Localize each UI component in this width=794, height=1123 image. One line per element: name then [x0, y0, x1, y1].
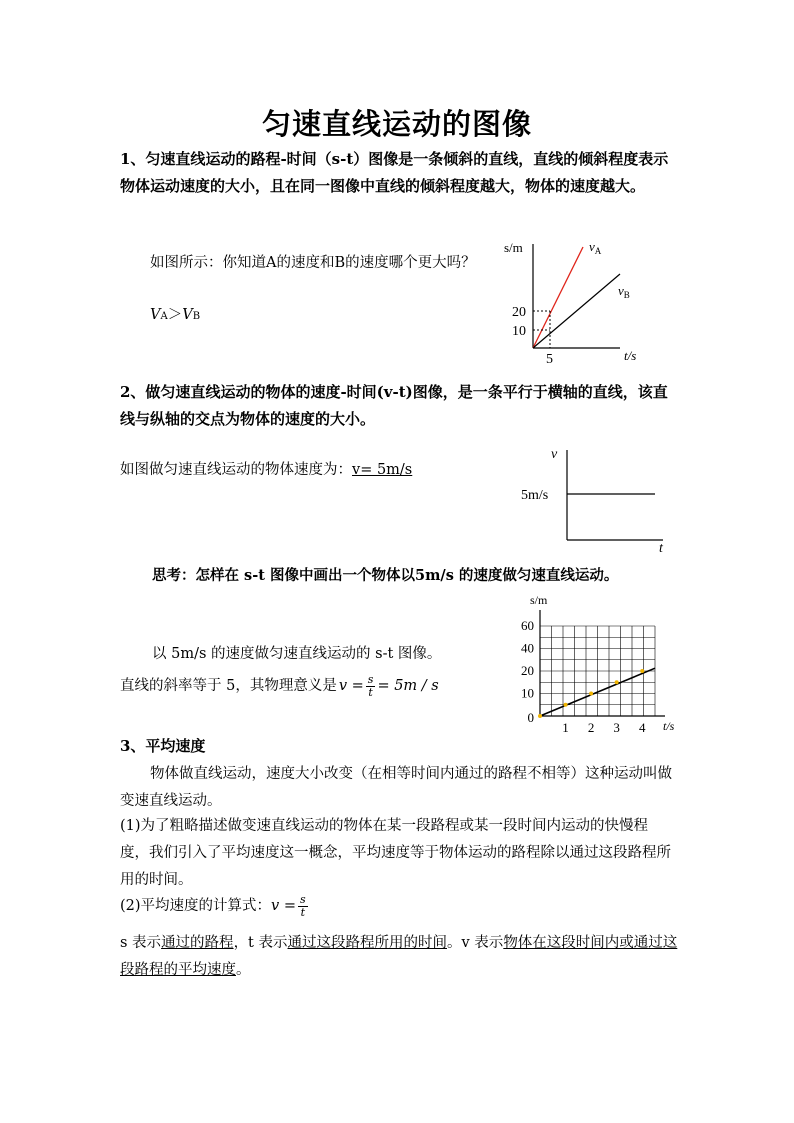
formula-prefix: (2)平均速度的计算式：	[120, 898, 272, 914]
formula-v: v =	[271, 898, 296, 914]
section-1-heading: 1、匀速直线运动的路程-时间（s-t）图像是一条倾斜的直线，直线的倾斜程度表示物体运动速度的大小，且在同一图像中直线的倾斜程度越大，物体的速度越大。	[120, 150, 669, 195]
section-3-p4	[120, 930, 680, 984]
section-3-p1: 物体做直线运动，速度大小改变（在相等时间内通过的路程不相等）这种运动叫做变速直线运动。	[120, 766, 672, 809]
y-tick-label: 20	[521, 663, 534, 678]
formula-fraction	[298, 894, 308, 919]
slope-prefix: 直线的斜率等于 5，其物理意义是	[120, 678, 337, 694]
data-point	[564, 703, 568, 707]
p4-g: 。	[236, 962, 251, 978]
p4-e: 。v 表示	[447, 935, 504, 951]
page-title: 匀速直线运动的图像	[261, 107, 532, 141]
x-tick-label: 4	[638, 720, 646, 735]
label-vb: $v_B$	[618, 283, 630, 300]
slope-fraction	[366, 674, 376, 699]
section-3-p3	[120, 893, 310, 920]
st-desc: 以 5m/s 的速度做匀速直线运动的 s-t 图像。	[152, 646, 442, 662]
formula-numerator: s	[300, 893, 306, 906]
value-label: 5m/s	[521, 488, 549, 503]
tick-10: 10	[512, 324, 526, 339]
section-2-velocity-text	[120, 457, 412, 484]
y-tick-label: 0	[527, 710, 534, 725]
data-point	[640, 669, 644, 673]
line-va	[533, 247, 583, 348]
x-tick-label: 2	[587, 720, 595, 735]
slope-denominator: t	[368, 686, 373, 699]
label-va: $v_A$	[589, 239, 602, 256]
velocity-prefix: 如图做匀速直线运动的物体速度为：	[120, 462, 352, 478]
p4-d: 通过这段路程所用的时间	[287, 935, 447, 951]
slope-result: = 5m / s	[377, 678, 439, 694]
section-1-question: 如图所示：你知道A的速度和B的速度哪个更大吗？	[150, 255, 476, 271]
section-3-heading: 3、平均速度	[120, 737, 206, 755]
x-axis-label: t	[659, 541, 663, 554]
slope-v: v =	[338, 678, 364, 694]
st-grid-chart	[510, 590, 690, 738]
y-axis-label: s/m	[530, 593, 548, 607]
p4-a: s 表示	[120, 935, 162, 951]
y-tick-label: 40	[521, 640, 534, 656]
x-tick-label: 1	[562, 720, 569, 735]
y-axis-label: v	[551, 447, 558, 462]
formula-denominator: t	[300, 906, 306, 919]
section-2-heading: 2、做匀速直线运动的物体的速度-时间(v-t)图像，是一条平行于横轴的直线，该直线与纵轴的交点为物体的速度的大小。	[120, 383, 668, 428]
y-tick-label: 60	[521, 618, 534, 633]
x-axis-label: t/s	[624, 348, 637, 363]
section-3-p2: (1)为了粗略描述做变速直线运动的物体在某一段路程或某一段时间内运动的快慢程度，我们引入了平均速度这一概念，平均速度等于物体运动的路程除以通过这段路程所用的时间。	[120, 818, 671, 888]
data-point	[615, 680, 619, 684]
y-axis-label: s/m	[504, 240, 523, 255]
x-tick-label: 3	[613, 720, 620, 735]
velocity-value: v= 5m/s	[352, 462, 413, 478]
section-1-answer: VA＞VB	[150, 307, 201, 323]
data-point	[589, 692, 593, 696]
y-tick-label: 10	[521, 685, 534, 701]
p4-c: ，t 表示	[233, 935, 288, 951]
x-axis-label: t/s	[663, 719, 675, 733]
data-point	[538, 714, 542, 718]
st-graph-ab	[500, 234, 660, 368]
think-prompt: 思考：怎样在 s-t 图像中画出一个物体以5m/s 的速度做匀速直线运动。	[152, 567, 619, 584]
tick-20: 20	[512, 305, 526, 320]
p4-f: 物体在这段时间内或通过这段路程的平均速度	[120, 935, 678, 978]
slope-text	[120, 673, 439, 700]
tick-5: 5	[546, 352, 553, 367]
slope-numerator: s	[367, 673, 374, 686]
p4-b: 通过的路程	[161, 935, 234, 951]
vt-graph	[515, 442, 675, 554]
